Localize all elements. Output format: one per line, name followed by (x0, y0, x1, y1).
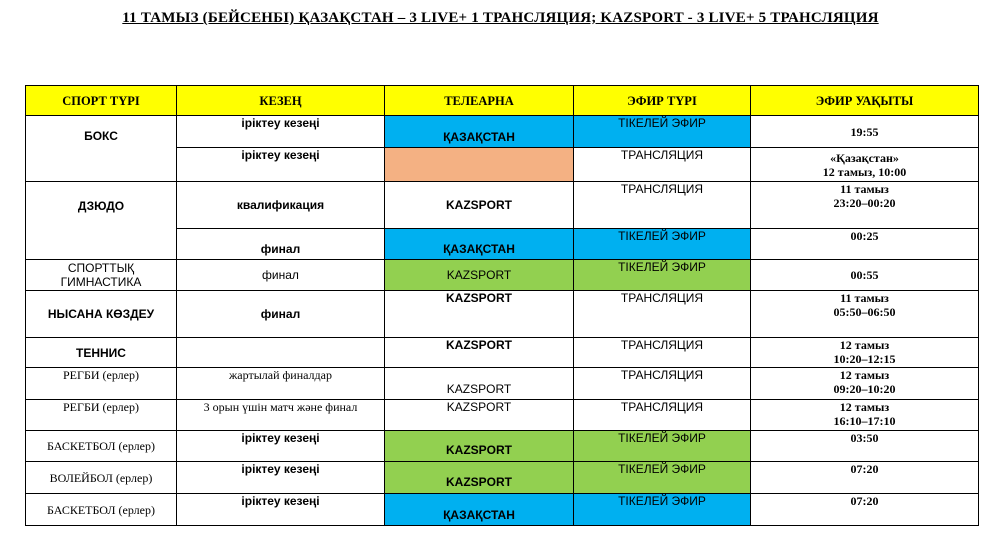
channel-cell: KAZSPORT (385, 338, 574, 368)
header-air-time: ЭФИР УАҚЫТЫ (751, 86, 979, 116)
time-cell (751, 400, 979, 431)
time-line-1: 12 тамыз (839, 400, 890, 414)
time-cell (751, 338, 979, 368)
broadcast-schedule-table (25, 85, 979, 526)
stage-cell: іріктеу кезеңі (177, 494, 385, 526)
type-cell: ТІКЕЛЕЙ ЭФИР (574, 260, 751, 291)
time-line-2: 09:20–10:20 (833, 382, 896, 396)
time-cell: 07:20 (751, 494, 979, 526)
sport-cell: ВОЛЕЙБОЛ (ерлер) (26, 462, 177, 494)
table-header-row (26, 86, 979, 116)
sport-cell: РЕГБИ (ерлер) (26, 368, 177, 400)
time-cell: 03:50 (751, 431, 979, 462)
sport-cell: НЫСАНА КӨЗДЕУ (26, 291, 177, 338)
stage-cell: финал (177, 291, 385, 338)
stage-cell: іріктеу кезеңі (177, 148, 385, 182)
time-line-2: 05:50–06:50 (833, 305, 896, 319)
table-row (26, 400, 979, 431)
sport-cell (26, 260, 177, 291)
table-row (26, 291, 979, 338)
sport-cell: ДЗЮДО (26, 182, 177, 260)
table-row (26, 368, 979, 400)
time-cell: 07:20 (751, 462, 979, 494)
time-cell: 19:55 (751, 116, 979, 148)
time-line-2: 23:20–00:20 (833, 196, 896, 210)
channel-cell (385, 148, 574, 182)
header-stage: КЕЗЕҢ (177, 86, 385, 116)
channel-cell: ҚАЗАҚСТАН (385, 229, 574, 260)
type-cell: ТРАНСЛЯЦИЯ (574, 400, 751, 431)
table-row (26, 494, 979, 526)
time-line-1: 11 тамыз (840, 291, 889, 305)
table-row (26, 116, 979, 148)
channel-cell: KAZSPORT (385, 400, 574, 431)
channel-cell: KAZSPORT (385, 368, 574, 400)
channel-cell: KAZSPORT (385, 431, 574, 462)
time-line-2: 10:20–12:15 (833, 352, 896, 366)
sport-cell: БАСКЕТБОЛ (ерлер) (26, 431, 177, 462)
type-cell: ТРАНСЛЯЦИЯ (574, 338, 751, 368)
channel-cell: KAZSPORT (385, 260, 574, 291)
table-row (26, 182, 979, 229)
stage-cell: іріктеу кезеңі (177, 431, 385, 462)
header-channel: ТЕЛЕАРНА (385, 86, 574, 116)
type-cell: ТРАНСЛЯЦИЯ (574, 182, 751, 229)
stage-cell: финал (177, 260, 385, 291)
table-row (26, 462, 979, 494)
sport-cell: ТЕННИС (26, 338, 177, 368)
time-cell (751, 368, 979, 400)
sport-line-1: СПОРТТЫҚ (67, 261, 135, 275)
time-line-1: 12 тамыз (839, 368, 890, 382)
stage-cell: финал (177, 229, 385, 260)
time-line-1: 11 тамыз (840, 182, 889, 196)
type-cell: ТІКЕЛЕЙ ЭФИР (574, 116, 751, 148)
stage-cell: іріктеу кезеңі (177, 462, 385, 494)
page-title: 11 ТАМЫЗ (БЕЙСЕНБІ) ҚАЗАҚСТАН – 3 LIVE+ 1 ТРАНСЛЯЦИЯ; KAZSPORT - 3 LIVE+ 5 ТРАНСЛЯЦИЯ (122, 10, 879, 26)
type-cell: ТРАНСЛЯЦИЯ (574, 291, 751, 338)
type-cell: ТІКЕЛЕЙ ЭФИР (574, 494, 751, 526)
sport-cell: БОКС (26, 116, 177, 182)
channel-cell: ҚАЗАҚСТАН (385, 494, 574, 526)
channel-cell: KAZSPORT (385, 291, 574, 338)
stage-cell: 3 орын үшін матч және финал (177, 400, 385, 431)
time-cell (751, 148, 979, 182)
type-cell: ТРАНСЛЯЦИЯ (574, 148, 751, 182)
stage-cell: квалификация (177, 182, 385, 229)
time-cell (751, 182, 979, 229)
table-row (26, 260, 979, 291)
sport-line-2: ГИМНАСТИКА (60, 275, 142, 289)
stage-cell: іріктеу кезеңі (177, 116, 385, 148)
type-cell: ТРАНСЛЯЦИЯ (574, 368, 751, 400)
header-broadcast-type: ЭФИР ТҮРІ (574, 86, 751, 116)
time-line-2: 12 тамыз, 10:00 (822, 164, 907, 179)
header-sport: СПОРТ ТҮРІ (26, 86, 177, 116)
time-cell (751, 291, 979, 338)
time-line-2: 16:10–17:10 (833, 414, 896, 428)
channel-cell: ҚАЗАҚСТАН (385, 116, 574, 148)
sport-cell: БАСКЕТБОЛ (ерлер) (26, 494, 177, 526)
table-row (26, 431, 979, 462)
type-cell: ТІКЕЛЕЙ ЭФИР (574, 229, 751, 260)
stage-cell: жартылай финалдар (177, 368, 385, 400)
sport-cell: РЕГБИ (ерлер) (26, 400, 177, 431)
type-cell: ТІКЕЛЕЙ ЭФИР (574, 462, 751, 494)
time-line-1: 12 тамыз (839, 338, 890, 352)
time-cell: 00:25 (751, 229, 979, 260)
channel-cell: KAZSPORT (385, 462, 574, 494)
time-cell: 00:55 (751, 260, 979, 291)
time-line-1: «Қазақстан» (830, 150, 899, 165)
stage-cell (177, 338, 385, 368)
type-cell: ТІКЕЛЕЙ ЭФИР (574, 431, 751, 462)
table-row (26, 338, 979, 368)
channel-cell: KAZSPORT (385, 182, 574, 229)
